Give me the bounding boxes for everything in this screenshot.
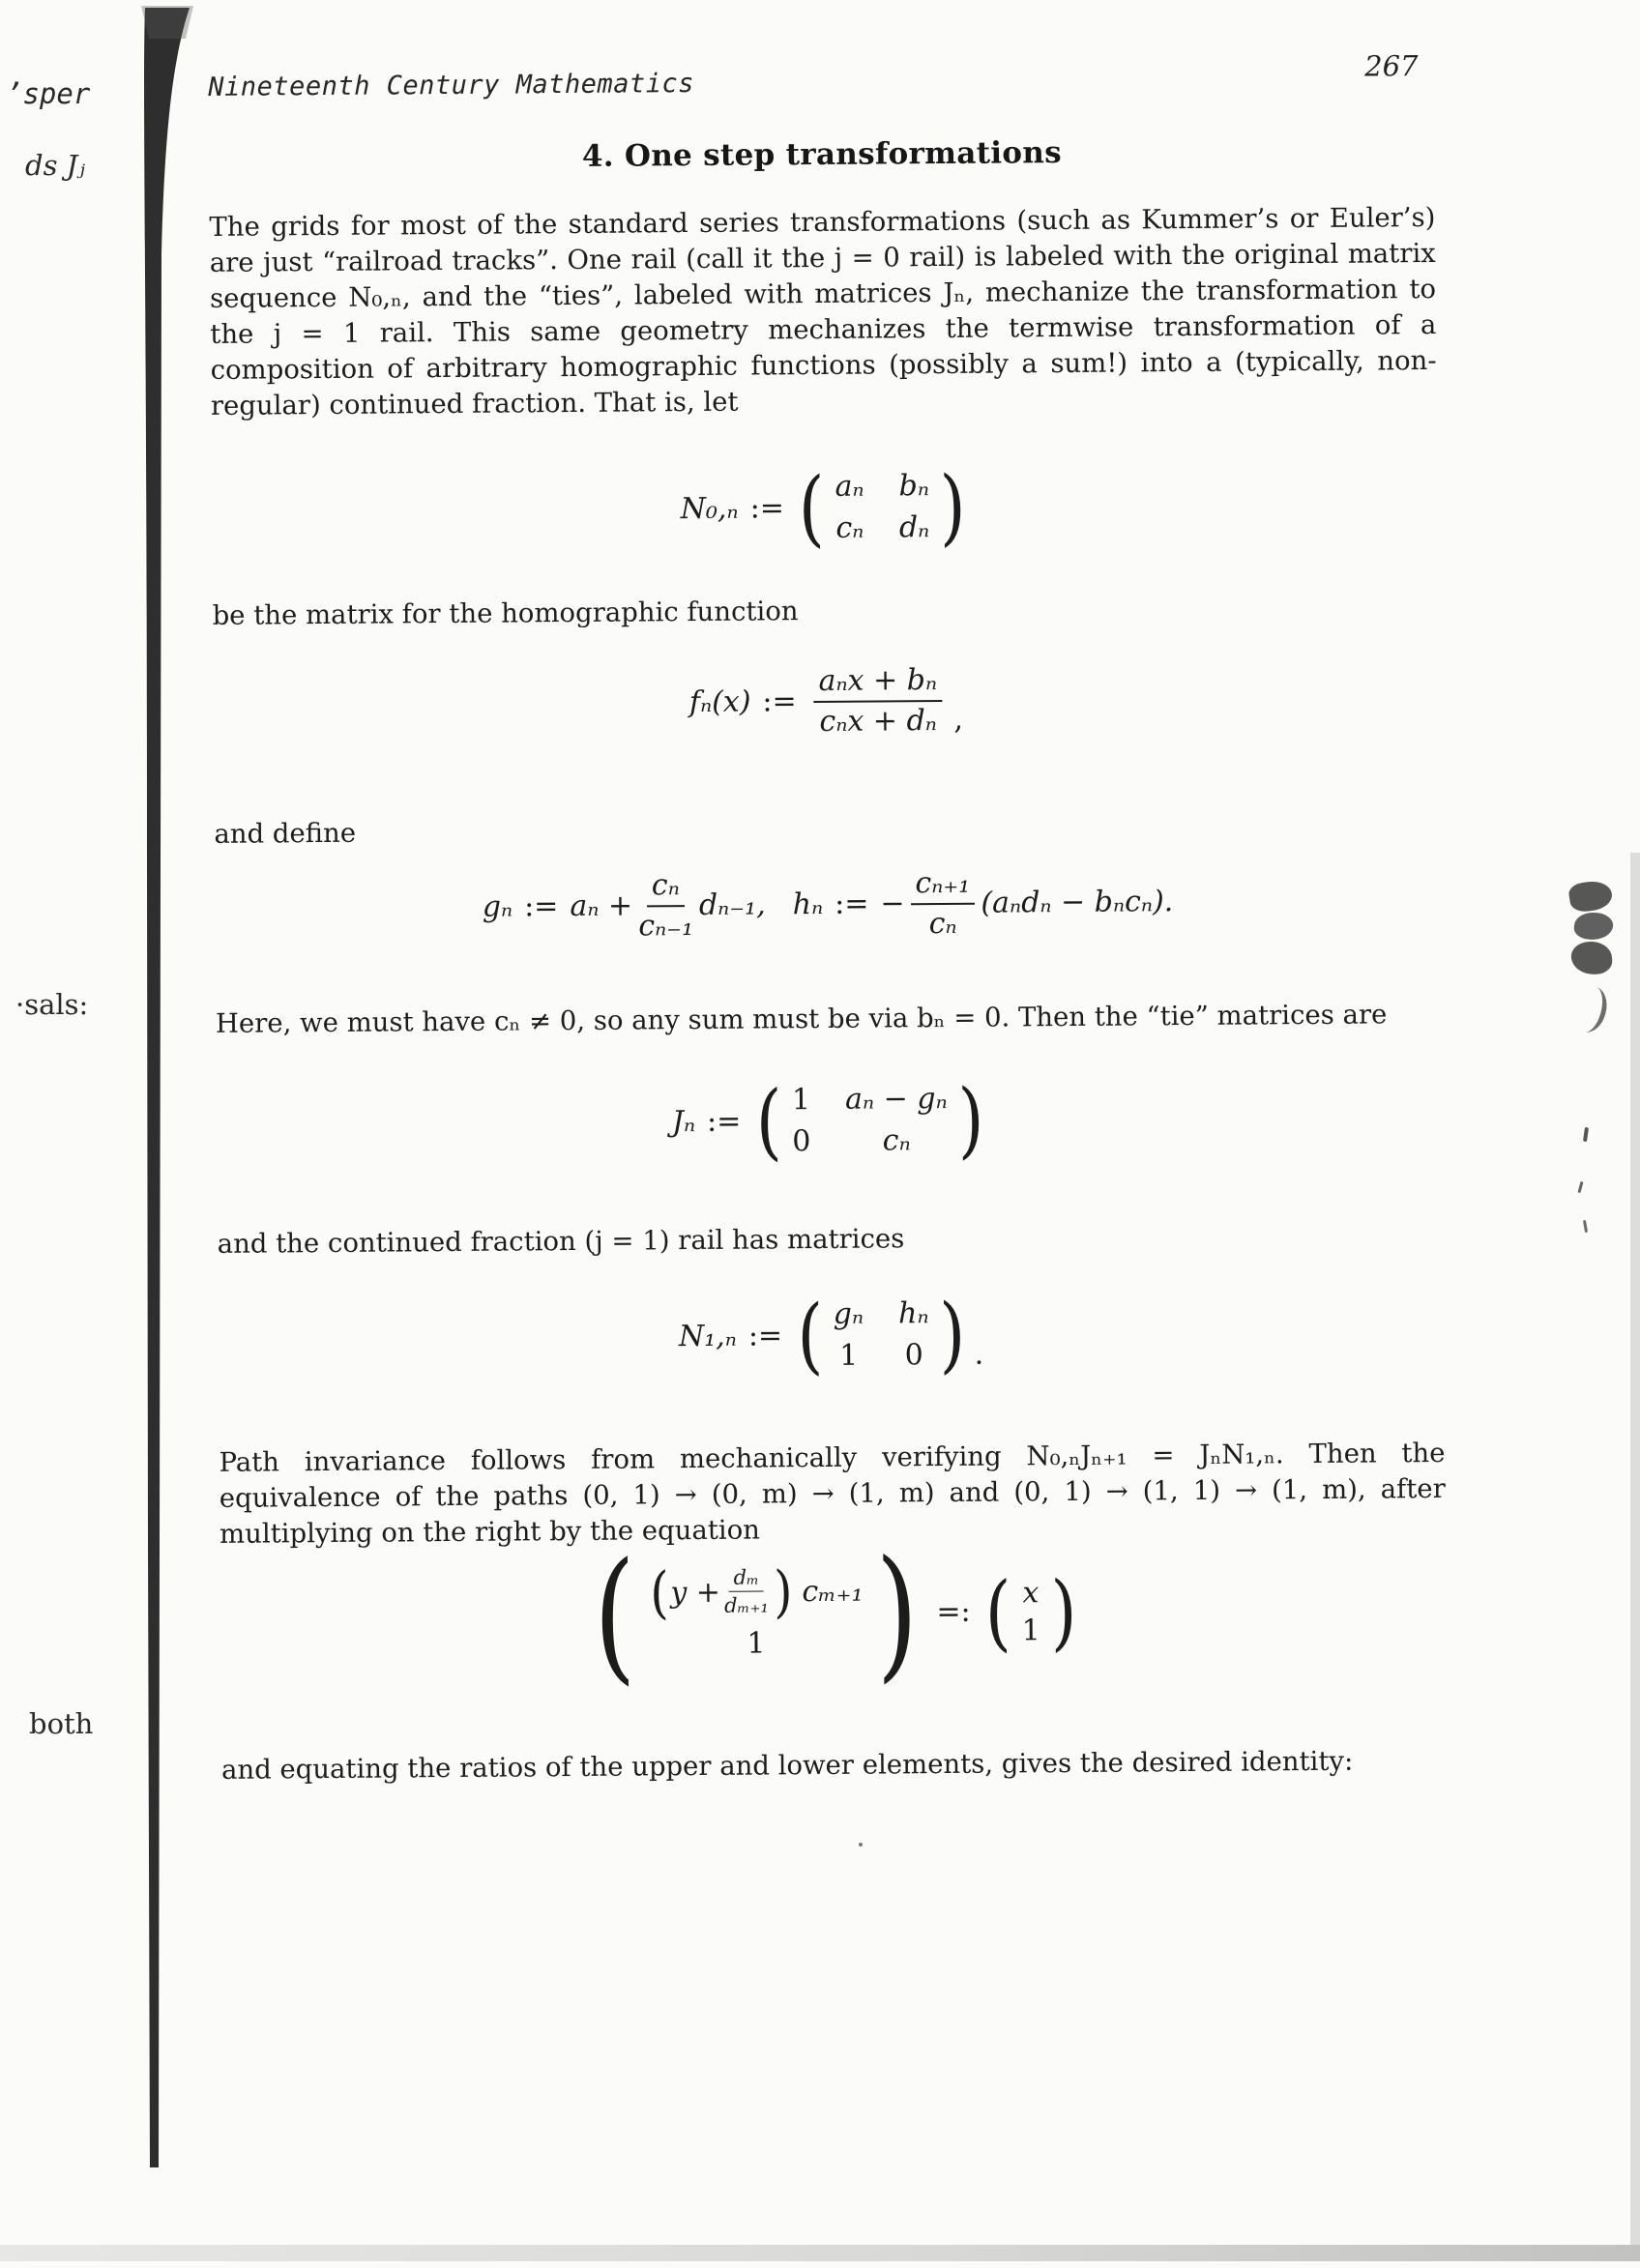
page-number: 267 <box>1364 49 1461 83</box>
equation-lhs: hₙ <box>793 887 824 921</box>
matrix-cell: hₙ <box>898 1296 929 1330</box>
section-heading: 4. One step transformations <box>209 132 1435 177</box>
assign-symbol: := <box>750 491 785 525</box>
paragraph-rail-lead: and the continued fraction (j = 1) rail has matrices <box>218 1217 1444 1263</box>
equation-vector-identity <box>220 1561 1447 1665</box>
rhs-vector <box>981 1576 1079 1648</box>
matrix-cell: cₙ <box>845 1123 948 1158</box>
fraction-denominator: dₘ₊₁ <box>724 1592 769 1617</box>
vector-row-top <box>649 1566 864 1618</box>
trailing-period: . <box>975 1338 984 1372</box>
equation-homographic-fn <box>213 660 1440 742</box>
equation-matrix-n1n <box>218 1293 1445 1378</box>
equation-matrix-jn <box>216 1078 1443 1163</box>
assign-symbol: := <box>707 1104 742 1138</box>
term: dₙ₋₁, <box>699 888 766 923</box>
equation-lhs: Jₙ <box>672 1105 695 1139</box>
fraction-denominator: cₙx + dₙ <box>819 702 937 739</box>
paragraph-define-lead: and define <box>214 807 1440 853</box>
term: aₙ + <box>570 889 632 924</box>
matrix-cell: 1 <box>834 1339 864 1373</box>
matrix-cell: aₙ <box>835 470 864 504</box>
fraction-numerator: dₘ <box>729 1566 765 1591</box>
equation-lhs: gₙ <box>483 890 513 924</box>
equation-lhs: N₀,ₙ <box>681 491 739 525</box>
running-header: Nineteenth Century Mathematics <box>208 63 1434 102</box>
margin-fragment-sals: ·sals: <box>15 988 88 1021</box>
matrix-cell: dₙ <box>899 510 930 544</box>
fraction-numerator: aₙx + bₙ <box>813 664 942 703</box>
matrix-cell: 0 <box>898 1338 929 1372</box>
assign-symbol: := <box>762 684 797 718</box>
matrix-cell: 1 <box>792 1083 810 1117</box>
outer-vector <box>587 1565 925 1662</box>
paragraph-closing: and equating the ratios of the upper and lower elements, gives the desired identity: <box>221 1743 1448 1788</box>
term: (aₙdₙ − bₙcₙ). <box>981 885 1173 920</box>
margin-fragment-ds-jj: ds Jⱼ <box>25 149 85 182</box>
assign-symbol: := <box>748 1319 783 1352</box>
minus-sign: − <box>880 887 904 920</box>
matrix <box>752 1082 987 1159</box>
matrix <box>794 1296 969 1373</box>
assign-symbol: := <box>524 889 559 923</box>
defined-as-symbol: =: <box>936 1595 971 1629</box>
trailing-comma: , <box>953 703 963 737</box>
matrix-cell: 0 <box>792 1124 810 1158</box>
vector-cell: 1 <box>1021 1614 1040 1647</box>
term: y + <box>670 1575 720 1609</box>
equation-lhs: N₁,ₙ <box>679 1319 737 1352</box>
fraction-denominator: cₙ₋₁ <box>638 907 693 943</box>
assign-symbol: := <box>835 887 869 921</box>
matrix <box>796 469 970 545</box>
equation-g-h-definition <box>215 863 1442 945</box>
paragraph-matrix-lead: be the matrix for the homographic function <box>212 589 1438 634</box>
matrix-cell: gₙ <box>834 1297 864 1331</box>
term: cₘ₊₁ <box>802 1574 863 1608</box>
fraction <box>813 664 942 738</box>
fraction <box>638 869 693 943</box>
fraction <box>910 867 975 941</box>
matrix-cell: bₙ <box>898 469 929 503</box>
vector-cell: x <box>1021 1576 1040 1610</box>
margin-fragment-sper: ’sper <box>6 77 90 110</box>
fraction-numerator: cₙ₊₁ <box>910 867 975 905</box>
paragraph-condition: Here, we must have cₙ ≠ 0, so any sum must be via bₙ = 0. Then the “tie” matrices are <box>216 997 1442 1042</box>
margin-fragment-both: both <box>29 1707 93 1740</box>
equation-matrix-n0n <box>211 465 1438 550</box>
paragraph-path-invariance: Path invariance follows from mechanically verifying N₀,ₙJₙ₊₁ = JₙN₁,ₙ. Then the equivalence of the paths (0, 1) → (0, m) → (1, m) and (0, 1) → (1, 1) → (1, m), after multiplying on the right by the equation <box>219 1436 1446 1553</box>
matrix-cell: cₙ <box>835 511 864 545</box>
vector-row-bottom: 1 <box>747 1627 765 1661</box>
fraction <box>724 1566 769 1617</box>
equation-lhs: fₙ(x) <box>689 685 751 719</box>
fraction-denominator: cₙ <box>928 904 956 940</box>
fraction-numerator: cₙ <box>647 869 685 907</box>
matrix-cell: aₙ − gₙ <box>845 1082 948 1117</box>
paragraph-intro: The grids for most of the standard series transformations (such as Kummer’s or Euler’s) are just “railroad tracks”. One rail (call it the j = 0 rail) is labeled with the original matrix sequence N₀,ₙ, and the “ties”, labeled with matrices Jₙ, mechanize the transformation to the j = 1 rail. This same geometry mechanizes the termwise transformation of a composition of arbitrary homographic functions (possibly a sum!) into a (typically, non-regular) continued fraction. That is, let <box>209 200 1437 424</box>
